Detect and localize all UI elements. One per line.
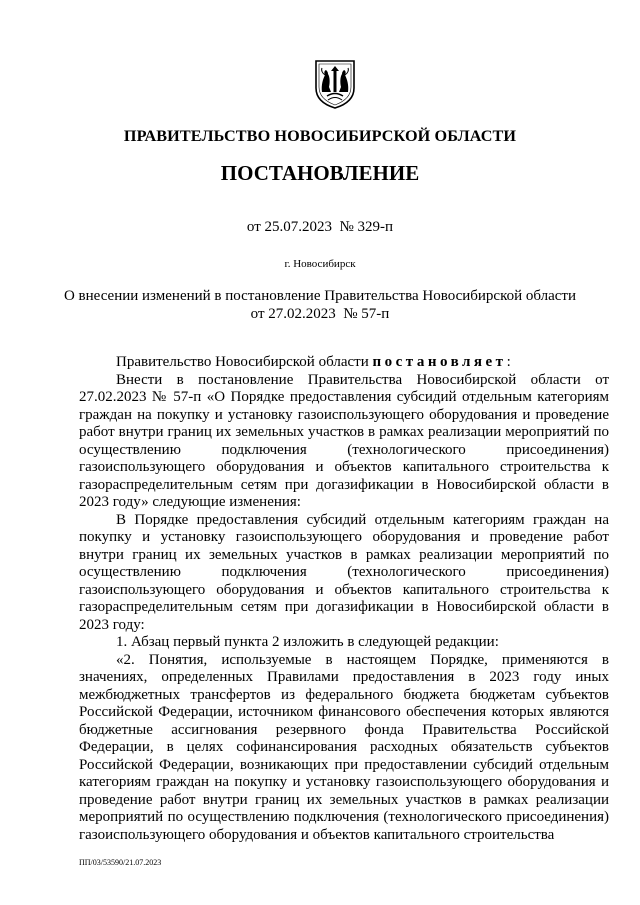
paragraph-amend: Внести в постановление Правительства Новосибирской области от 27.02.2023 № 57-п «О Порядке предоставления субсидий отдельным категориям граждан на покупку и установку газоиспользующего оборудования и проведение работ внутри границ их земельных участков в рамках реализации мероприятий по осуществлению подключения (технологического присоединения) газоиспользующего оборудования и объектов капитального строительства к газораспределительным сетям при догазификации в Новосибирской области в 2023 году» следующие изменения:	[79, 371, 609, 510]
document-date-number: от 25.07.2023 № 329-п	[246, 219, 394, 235]
novosibirsk-coat-of-arms-icon	[313, 58, 357, 110]
document-city: г. Новосибирск	[284, 258, 356, 270]
title-line-1: О внесении изменений в постановление Правительства Новосибирской области	[63, 288, 577, 304]
paragraph-procedure: В Порядке предоставления субсидий отдельным категориям граждан на покупку и установку газоиспользующего оборудования и проведение работ внутри границ их земельных участков в рамках реализации мероприятий по осуществлению подключения (технологического присоединения) газоиспользующего оборудования и объектов капитального строительства к газораспределительным сетям при догазификации в Новосибирской области в 2023 году:	[79, 511, 609, 633]
resolution-colon: :	[506, 354, 511, 370]
paragraph-resolution	[79, 354, 609, 372]
resolution-keyword: постановляет	[372, 354, 507, 370]
paragraph-quote: «2. Понятия, используемые в настоящем Порядке, применяются в значениях, определенных Правилами предоставления в 2023 году иных межбюджетных трансфертов из федерального бюджета бюджетам субъектов Российской Федерации, источником финансового обеспечения которых являются бюджетные ассигнования резервного фонда Правительства Российской Федерации, в целях софинансирования расходных обязательств субъектов Российской Федерации, возникающих при предоставлении субсидий отдельным категориям граждан на покупку и установку газоиспользующего оборудования и проведение работ внутри границ их земельных участков в рамках реализации мероприятий по осуществлению подключения (технологического присоединения) газоиспользующего оборудования и объектов капитального строительства	[79, 651, 609, 843]
resolution-lead: Правительство Новосибирской области	[116, 354, 373, 370]
title-line-2: от 27.02.2023 № 57-п	[250, 306, 390, 322]
document-title	[60, 287, 580, 323]
document-type: ПОСТАНОВЛЕНИЕ	[220, 161, 420, 185]
document-body	[79, 354, 609, 844]
organization-name: ПРАВИТЕЛЬСТВО НОВОСИБИРСКОЙ ОБЛАСТИ	[123, 127, 517, 145]
paragraph-item-1: 1. Абзац первый пункта 2 изложить в следующей редакции:	[116, 634, 499, 650]
document-footer-code: ПП/03/53590/21.07.2023	[79, 858, 162, 867]
